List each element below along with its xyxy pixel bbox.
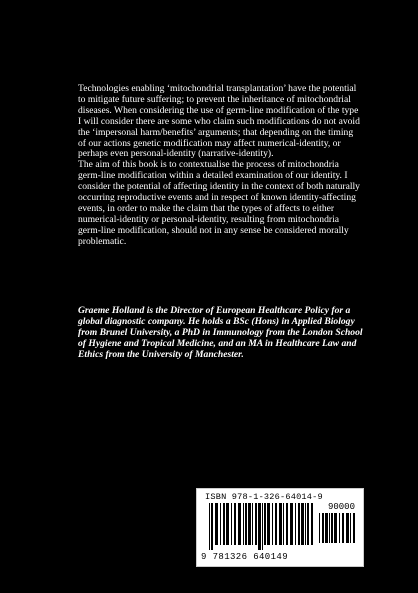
back-cover-blurb (78, 84, 360, 248)
barcode-bar (319, 513, 320, 543)
barcode-bar (267, 503, 270, 545)
barcode-bar (238, 503, 241, 545)
barcode-bar (252, 503, 253, 545)
barcode-bar (290, 503, 293, 545)
blurb-paragraph-2: The aim of this book is to contextualise the process of mitochondria germ-line modification within a detailed examination of our identity. I consider the potential of affecting identity in the context of both naturally occurring reproductive events and in respect of known identity-affecting events, in order to make the claim that the types of affects to either numerical-identity or personal-identity, resulting from mitochondria germ-line modification, should not in any sense be considered morally problematic. (78, 159, 360, 247)
barcode-bar (283, 503, 284, 545)
barcode-bar (226, 503, 229, 545)
barcode-bar (264, 503, 266, 545)
barcode-bar (248, 503, 251, 545)
barcode-bar (275, 503, 277, 545)
ean-barcode-bars (209, 503, 313, 550)
barcode-bar (245, 503, 247, 545)
barcode-bar (346, 513, 349, 543)
barcode-bar (298, 503, 300, 545)
barcode-bar (279, 503, 282, 545)
blurb-paragraph-1: Technologies enabling ‘mitochondrial transplantation’ have the potential to mitigate future suffering; to prevent the inheritance of mitochondrial diseases. When considering the use of germ-line modification of the type I will consider there are some who claim such modifications do not avoid the ‘impersonal harm/benefits’ arguments; that depending on the timing of our actions genetic modification may affect numerical-identity, or perhaps even personal-identity (narrative-identity). (78, 83, 360, 160)
barcode-bar (325, 513, 328, 543)
barcode-bar (262, 503, 263, 550)
barcode-bar (311, 503, 313, 545)
author-bio: Graeme Holland is the Director of European Healthcare Policy for a global diagnostic company. He holds a BSc (Hons) in Applied Biology from Brunel University, a PhD in Immunology from the London School of Hygiene and Tropical Medicine, and an MA in Healthcare Law and Ethics from the University of Manchester. (78, 305, 363, 360)
barcode-bar (342, 513, 344, 543)
barcode-bar (211, 503, 213, 550)
barcode-bar (329, 513, 330, 543)
barcode-bar (220, 503, 221, 545)
barcode-bar (331, 513, 333, 543)
addon-barcode-bars (319, 513, 357, 548)
barcode-bar (234, 503, 236, 545)
barcode-label (196, 488, 364, 567)
barcode-bar (255, 503, 257, 545)
barcode-bar (353, 513, 355, 543)
barcode-bar (305, 503, 306, 545)
barcode-bar (339, 513, 340, 543)
barcode-bar (334, 513, 337, 543)
barcode-bar (243, 503, 244, 545)
barcode-bar (272, 503, 273, 545)
barcode-bar (350, 513, 351, 543)
barcode-bar (286, 503, 288, 545)
barcode-bar (231, 503, 232, 545)
price-code: 90000 (327, 502, 355, 512)
barcode-bar (258, 503, 261, 550)
isbn-text: ISBN 978-1-326-64014-9 (205, 492, 323, 502)
barcode-bar (209, 503, 210, 550)
barcode-bar (295, 503, 296, 545)
barcode-bar (322, 513, 324, 543)
barcode-bar (307, 503, 309, 545)
barcode-bar (223, 503, 225, 545)
ean-digits: 9 781326 640149 (201, 552, 289, 562)
barcode-bar (215, 503, 218, 545)
barcode-bar (301, 503, 304, 545)
